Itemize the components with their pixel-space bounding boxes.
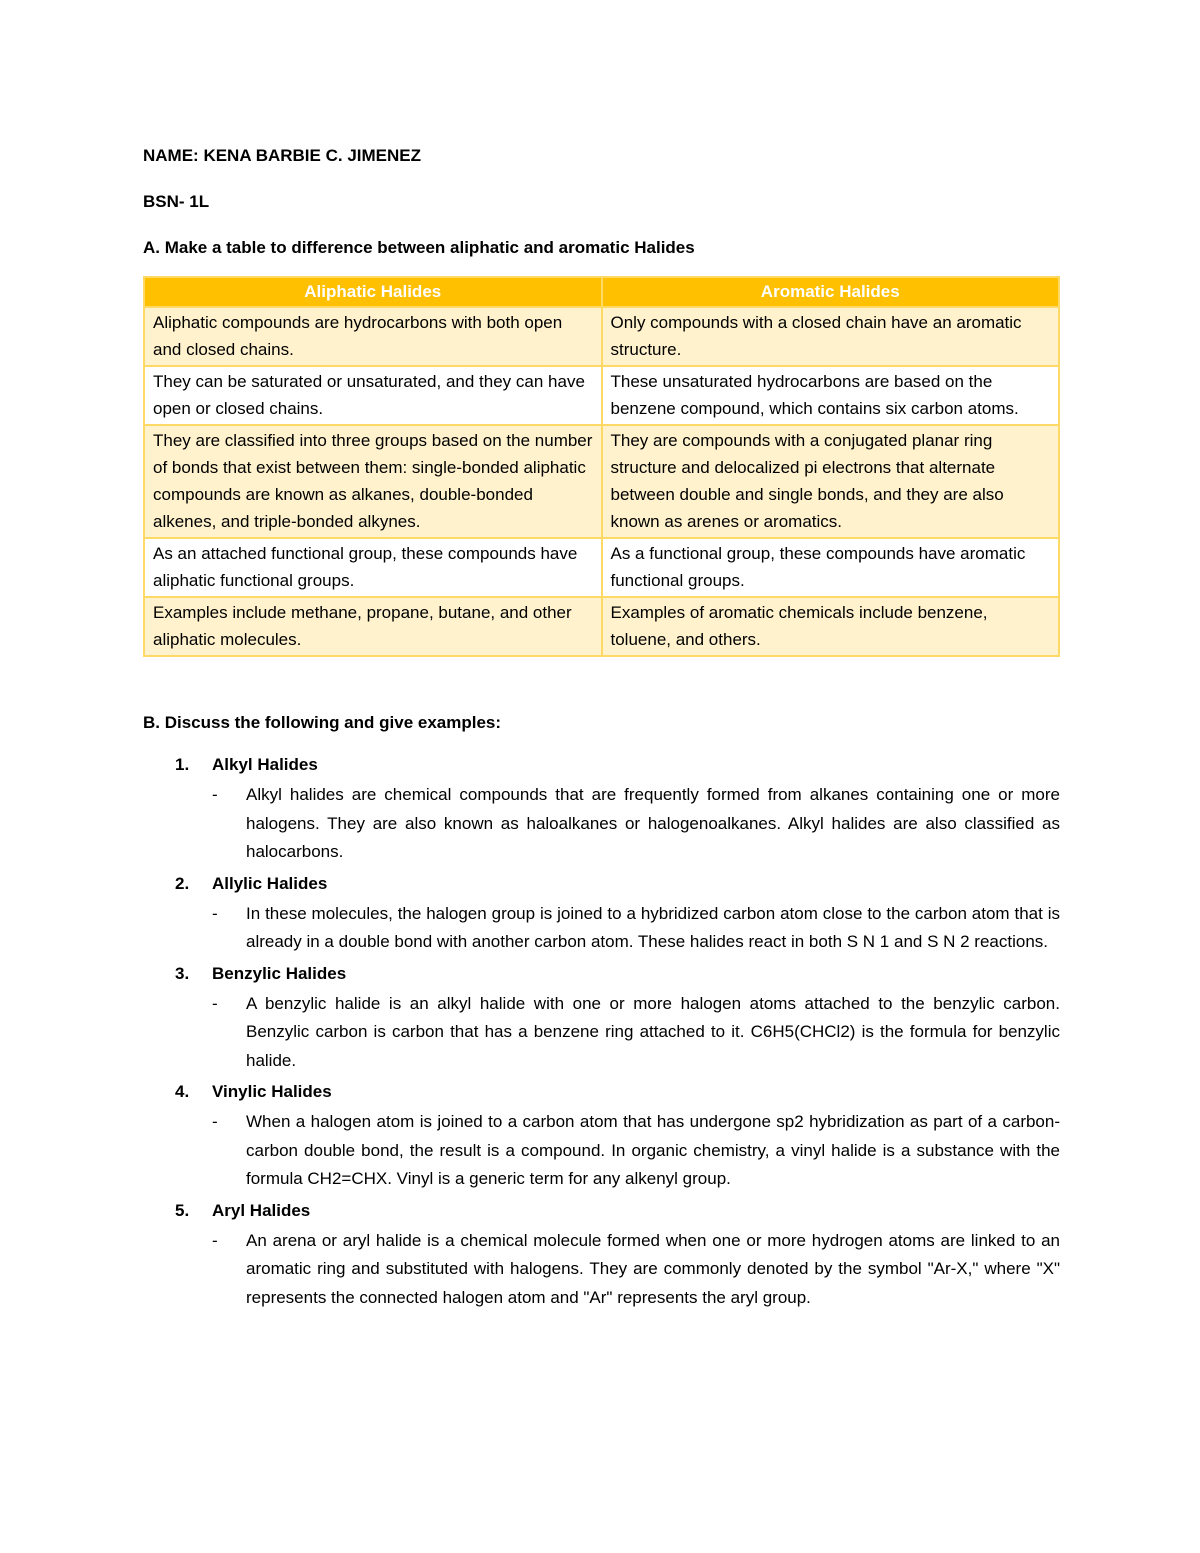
list-item-number: 2. bbox=[175, 873, 190, 893]
table-row bbox=[144, 538, 1059, 597]
list-item-title: Benzylic Halides bbox=[212, 963, 347, 983]
table-cell: Aliphatic compounds are hydrocarbons with both open and closed chains. bbox=[144, 307, 602, 366]
list-item-number: 1. bbox=[175, 755, 190, 774]
dash-bullet: - bbox=[212, 903, 218, 923]
table-row bbox=[144, 597, 1059, 656]
list-item-text: A benzylic halide is an alkyl halide with one or more halogen atoms attached to the benzylic carbon. Benzylic carbon is carbon that has a benzene ring attached to it. C6H5(CHCl2) is the formula for benzylic halide. bbox=[246, 993, 1060, 1070]
dash-bullet: - bbox=[212, 1230, 218, 1250]
list-item-title: Allylic Halides bbox=[212, 873, 328, 893]
column-header-aromatic: Aromatic Halides bbox=[602, 277, 1060, 307]
comparison-table bbox=[143, 276, 1060, 657]
dash-bullet: - bbox=[212, 993, 218, 1013]
halide-topics-list bbox=[143, 751, 1060, 1312]
list-item-description bbox=[212, 1108, 1060, 1194]
student-section: BSN- 1L bbox=[143, 192, 210, 211]
table-row bbox=[144, 366, 1059, 425]
list-item-description bbox=[212, 1227, 1060, 1313]
list-item-text: When a halogen atom is joined to a carbon atom that has undergone sp2 hybridization as part of a carbon-carbon double bond, the result is a compound. In organic chemistry, a vinyl halide is a substance with the formula CH2=CHX. Vinyl is a generic term for any alkenyl group. bbox=[246, 1112, 1060, 1188]
table-header-row bbox=[144, 277, 1059, 307]
list-item-title: Alkyl Halides bbox=[212, 755, 318, 774]
table-cell: As a functional group, these compounds have aromatic functional groups. bbox=[602, 538, 1060, 597]
list-item-number: 4. bbox=[175, 1082, 190, 1101]
table-cell: They are classified into three groups based on the number of bonds that exist between them: single-bonded aliphatic compounds are known as alkanes, double-bonded alkenes, and triple-bonded alkynes. bbox=[144, 425, 602, 538]
part-b-heading: B. Discuss the following and give examples: bbox=[143, 713, 502, 732]
table-row bbox=[144, 425, 1059, 538]
list-item-number: 3. bbox=[175, 963, 190, 983]
list-item-number: 5. bbox=[175, 1200, 190, 1220]
table-cell: Examples include methane, propane, butane, and other aliphatic molecules. bbox=[144, 597, 602, 656]
list-item bbox=[143, 870, 1060, 957]
table-cell: Examples of aromatic chemicals include benzene, toluene, and others. bbox=[602, 597, 1060, 656]
list-item bbox=[143, 1078, 1060, 1194]
list-item-description bbox=[212, 900, 1060, 957]
list-item-text: An arena or aryl halide is a chemical molecule formed when one or more hydrogen atoms are linked to an aromatic ring and substituted with halogens. They are commonly denoted by the symbol "Ar-X," where "X" represents the connected halogen atom and "Ar" represents the aryl group. bbox=[246, 1230, 1060, 1307]
list-item-text: Alkyl halides are chemical compounds that are frequently formed from alkanes containing one or more halogens. They are also known as haloalkanes or halogenoalkanes. Alkyl halides are also classified as halocarbons. bbox=[246, 785, 1060, 861]
table-cell: They are compounds with a conjugated planar ring structure and delocalized pi electrons that alternate between double and single bonds, and they are also known as arenes or aromatics. bbox=[602, 425, 1060, 538]
part-a-heading: A. Make a table to difference between aliphatic and aromatic Halides bbox=[143, 238, 695, 257]
list-item bbox=[143, 1197, 1060, 1313]
dash-bullet: - bbox=[212, 785, 218, 804]
table-cell: As an attached functional group, these compounds have aliphatic functional groups. bbox=[144, 538, 602, 597]
list-item-description bbox=[212, 990, 1060, 1076]
list-item-text: In these molecules, the halogen group is joined to a hybridized carbon atom close to the carbon atom that is already in a double bond with another carbon atom. These halides react in both S N 1 and S N 2 reactions. bbox=[246, 903, 1060, 951]
table-cell: They can be saturated or unsaturated, and they can have open or closed chains. bbox=[144, 366, 602, 425]
column-header-aliphatic: Aliphatic Halides bbox=[144, 277, 602, 307]
table-cell: Only compounds with a closed chain have an aromatic structure. bbox=[602, 307, 1060, 366]
document-page bbox=[143, 142, 1060, 1315]
list-item-title: Vinylic Halides bbox=[212, 1082, 332, 1101]
list-item bbox=[143, 751, 1060, 867]
table-cell: These unsaturated hydrocarbons are based on the benzene compound, which contains six carbon atoms. bbox=[602, 366, 1060, 425]
list-item-description bbox=[212, 781, 1060, 867]
dash-bullet: - bbox=[212, 1112, 218, 1131]
list-item-title: Aryl Halides bbox=[212, 1200, 311, 1220]
student-name: NAME: KENA BARBIE C. JIMENEZ bbox=[143, 146, 421, 165]
list-item bbox=[143, 960, 1060, 1076]
table-row bbox=[144, 307, 1059, 366]
